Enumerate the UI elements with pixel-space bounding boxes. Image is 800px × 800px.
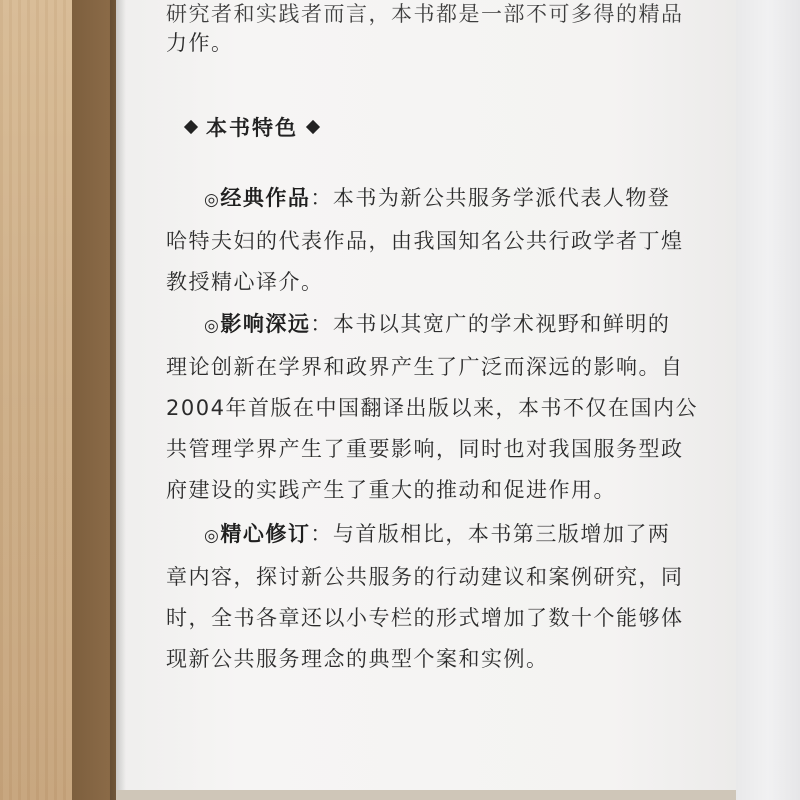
feature-text: ：本书以其宽广的学术视野和鲜明的 [310,312,671,336]
feature-line: 2004年首版在中国翻译出版以来，本书不仅在国内公 [166,396,698,420]
feature-line: 理论创新在学界和政界产生了广泛而深远的影响。自 [166,355,684,379]
feature-line [166,178,671,221]
double-circle-icon: ◎ [204,316,221,336]
section-heading-text: 本书特色 [206,116,298,140]
feature-line [166,514,671,557]
feature-title: 精心修订 [220,522,311,546]
feature-line: 府建设的实践产生了重大的推动和促进作用。 [166,478,616,502]
feature-paragraph-classic [166,178,684,303]
feature-title: 经典作品 [220,186,311,210]
feature-line [166,304,671,347]
feature-line: 哈特夫妇的代表作品，由我国知名公共行政学者丁煌 [166,229,684,253]
double-circle-icon: ◎ [204,190,221,210]
diamond-bullet-right-icon [306,120,320,134]
page-shadow [110,0,126,800]
double-circle-icon: ◎ [204,526,221,546]
wooden-table [0,0,80,800]
feature-paragraph-influence [166,304,698,511]
feature-line: 教授精心译介。 [166,270,324,294]
section-heading [176,112,328,142]
feature-line: 现新公共服务理念的典型个案和实例。 [166,647,549,671]
top-text-line-2: 力作。 [166,31,234,55]
feature-line: 时，全书各章还以小专栏的形式增加了数十个能够体 [166,606,684,630]
page-edge [736,0,800,800]
page-bottom-edge [116,790,736,800]
feature-line: 共管理学界产生了重要影响，同时也对我国服务型政 [166,437,684,461]
feature-line: 章内容，探讨新公共服务的行动建议和案例研究，同 [166,565,684,589]
top-text-line-1: 研究者和实践者而言，本书都是一部不可多得的精品 [166,2,684,26]
diamond-bullet-left-icon [184,120,198,134]
feature-text: ：本书为新公共服务学派代表人物登 [310,186,671,210]
feature-paragraph-revision [166,514,684,680]
feature-title: 影响深远 [220,312,311,336]
feature-text: ：与首版相比，本书第三版增加了两 [310,522,671,546]
